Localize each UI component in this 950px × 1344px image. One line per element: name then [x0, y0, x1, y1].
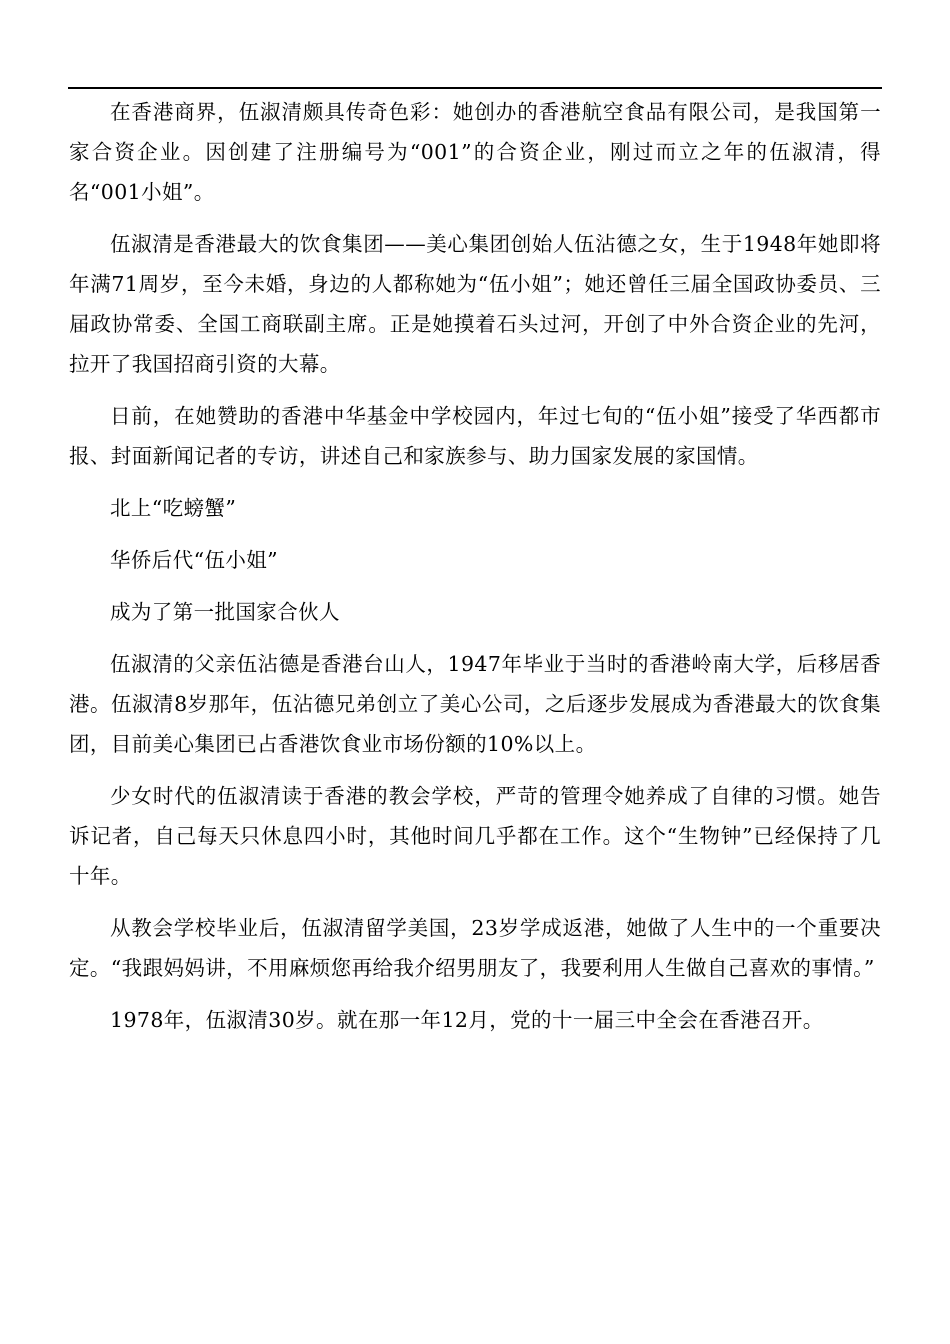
- paragraph: 日前，在她赞助的香港中华基金中学校园内，年过七旬的“伍小姐”接受了华西都市报、封面新闻记者的专访，讲述自己和家族参与、助力国家发展的家国情。: [69, 404, 881, 468]
- paragraph: 少女时代的伍淑清读于香港的教会学校，严苛的管理令她养成了自律的习惯。她告诉记者，自己每天只休息四小时，其他时间几乎都在工作。这个“生物钟”已经保持了几十年。: [69, 784, 881, 888]
- header-rule: [68, 87, 882, 89]
- paragraph: 1978年，伍淑清30岁。就在那一年12月，党的十一届三中全会在香港召开。: [110, 1008, 824, 1032]
- subheading: 成为了第一批国家合伙人: [110, 600, 340, 624]
- paragraph: 伍淑清是香港最大的饮食集团——美心集团创始人伍沾德之女，生于1948年她即将年满71周岁，至今未婚，身边的人都称她为“伍小姐”；她还曾任三届全国政协委员、三届政协常委、全国工商联副主席。正是她摸着石头过河，开创了中外合资企业的先河，拉开了我国招商引资的大幕。: [69, 232, 881, 376]
- paragraph: 伍淑清的父亲伍沾德是香港台山人，1947年毕业于当时的香港岭南大学，后移居香港。伍淑清8岁那年，伍沾德兄弟创立了美心公司，之后逐步发展成为香港最大的饮食集团，目前美心集团已占香港饮食业市场份额的10%以上。: [69, 652, 881, 756]
- paragraph: 在香港商界，伍淑清颇具传奇色彩：她创办的香港航空食品有限公司，是我国第一家合资企业。因创建了注册编号为“001”的合资企业，刚过而立之年的伍淑清，得名“001小姐”。: [69, 100, 881, 204]
- document-body: [69, 92, 881, 1052]
- subheading: 华侨后代“伍小姐”: [110, 548, 279, 572]
- subheading: 北上“吃螃蟹”: [110, 496, 237, 520]
- paragraph: 从教会学校毕业后，伍淑清留学美国，23岁学成返港，她做了人生中的一个重要决定。“我跟妈妈讲，不用麻烦您再给我介绍男朋友了，我要利用人生做自己喜欢的事情。”: [69, 916, 881, 980]
